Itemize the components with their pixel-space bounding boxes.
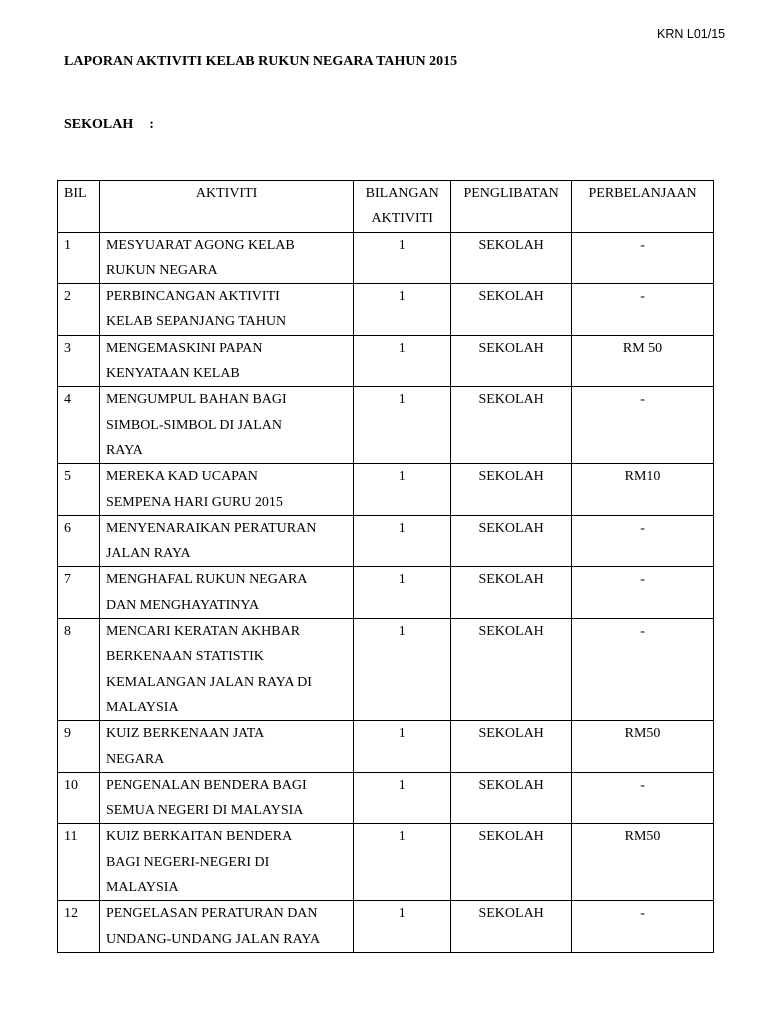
aktiviti-line: KUIZ BERKAITAN BENDERA: [105, 829, 293, 845]
cell-aktiviti: [99, 772, 353, 824]
cell-perbelanjaan: -: [572, 387, 714, 464]
cell-perbelanjaan: -: [572, 232, 714, 284]
aktiviti-line: SEMUA NEGERI DI MALAYSIA: [105, 803, 304, 819]
cell-bilangan: 1: [354, 901, 451, 953]
cell-bil: 7: [58, 567, 100, 619]
cell-aktiviti: [99, 619, 353, 721]
cell-bilangan: 1: [354, 232, 451, 284]
cell-penglibatan: SEKOLAH: [451, 567, 572, 619]
table-row: [58, 901, 714, 953]
aktiviti-line: MESYUARAT AGONG KELAB: [105, 237, 295, 253]
aktiviti-line: PERBINCANGAN AKTIVITI: [105, 289, 280, 305]
aktiviti-line: SEMPENA HARI GURU 2015: [105, 494, 283, 510]
aktiviti-line: KEMALANGAN JALAN RAYA DI: [105, 674, 312, 690]
school-label: SEKOLAH: [64, 117, 134, 132]
cell-penglibatan: SEKOLAH: [451, 387, 572, 464]
aktiviti-line: MENGUMPUL BAHAN BAGI: [105, 392, 287, 408]
cell-penglibatan: SEKOLAH: [451, 284, 572, 336]
table-row: [58, 721, 714, 773]
cell-bil: 10: [58, 772, 100, 824]
cell-aktiviti: [99, 824, 353, 901]
aktiviti-line: PENGELASAN PERATURAN DAN: [105, 906, 318, 922]
cell-perbelanjaan: -: [572, 284, 714, 336]
cell-perbelanjaan: -: [572, 619, 714, 721]
cell-penglibatan: SEKOLAH: [451, 824, 572, 901]
table-row: [58, 772, 714, 824]
cell-bil: 4: [58, 387, 100, 464]
cell-perbelanjaan: RM50: [572, 824, 714, 901]
cell-penglibatan: SEKOLAH: [451, 772, 572, 824]
table-row: [58, 335, 714, 387]
table-row: [58, 284, 714, 336]
cell-bilangan: 1: [354, 515, 451, 567]
cell-bilangan: 1: [354, 335, 451, 387]
cell-penglibatan: SEKOLAH: [451, 515, 572, 567]
cell-aktiviti: [99, 387, 353, 464]
aktiviti-line: KUIZ BERKENAAN JATA: [105, 726, 265, 742]
table-row: [58, 619, 714, 721]
cell-bil: 2: [58, 284, 100, 336]
table-row: [58, 464, 714, 516]
school-colon: :: [149, 117, 154, 132]
cell-penglibatan: SEKOLAH: [451, 619, 572, 721]
aktiviti-line: MENYENARAIKAN PERATURAN: [105, 520, 317, 536]
header-bil: BIL: [58, 181, 100, 233]
cell-penglibatan: SEKOLAH: [451, 721, 572, 773]
report-title: LAPORAN AKTIVITI KELAB RUKUN NEGARA TAHUN 2015: [64, 54, 458, 69]
cell-penglibatan: SEKOLAH: [451, 335, 572, 387]
school-line: [64, 117, 154, 133]
cell-bilangan: 1: [354, 567, 451, 619]
header-aktiviti: AKTIVITI: [99, 181, 353, 233]
cell-aktiviti: [99, 464, 353, 516]
aktiviti-line: MENCARI KERATAN AKHBAR: [105, 624, 301, 640]
header-bilangan-line2: AKTIVITI: [371, 211, 433, 227]
aktiviti-line: MENGEMASKINI PAPAN: [105, 340, 263, 356]
cell-bilangan: 1: [354, 721, 451, 773]
aktiviti-line: PENGENALAN BENDERA BAGI: [105, 777, 307, 793]
header-bilangan-line1: BILANGAN: [365, 186, 439, 201]
header-penglibatan: PENGLIBATAN: [451, 181, 572, 233]
aktiviti-line: KENYATAAN KELAB: [105, 366, 240, 382]
cell-perbelanjaan: -: [572, 901, 714, 953]
table-row: [58, 387, 714, 464]
table-row: [58, 232, 714, 284]
cell-bil: 6: [58, 515, 100, 567]
cell-perbelanjaan: RM50: [572, 721, 714, 773]
table-row: [58, 567, 714, 619]
aktiviti-line: RUKUN NEGARA: [105, 262, 218, 278]
table-body: [58, 232, 714, 952]
cell-aktiviti: [99, 284, 353, 336]
cell-aktiviti: [99, 901, 353, 953]
aktiviti-line: MEREKA KAD UCAPAN: [105, 469, 258, 485]
aktiviti-line: UNDANG-UNDANG JALAN RAYA: [105, 931, 321, 947]
cell-bil: 8: [58, 619, 100, 721]
cell-aktiviti: [99, 567, 353, 619]
cell-perbelanjaan: -: [572, 772, 714, 824]
cell-aktiviti: [99, 232, 353, 284]
cell-bil: 9: [58, 721, 100, 773]
document-code: KRN L01/15: [657, 27, 726, 41]
cell-aktiviti: [99, 721, 353, 773]
cell-penglibatan: SEKOLAH: [451, 901, 572, 953]
cell-perbelanjaan: RM10: [572, 464, 714, 516]
aktiviti-line: BAGI NEGERI-NEGERI DI: [105, 854, 270, 870]
table-row: [58, 824, 714, 901]
cell-bil: 1: [58, 232, 100, 284]
activity-table: [57, 180, 714, 953]
aktiviti-line: NEGARA: [105, 751, 165, 767]
header-perbelanjaan: PERBELANJAAN: [572, 181, 714, 233]
table-row: [58, 515, 714, 567]
aktiviti-line: DAN MENGHAYATINYA: [105, 597, 260, 613]
cell-bil: 5: [58, 464, 100, 516]
cell-perbelanjaan: RM 50: [572, 335, 714, 387]
cell-bil: 11: [58, 824, 100, 901]
aktiviti-line: KELAB SEPANJANG TAHUN: [105, 314, 287, 330]
cell-bil: 12: [58, 901, 100, 953]
aktiviti-line: MALAYSIA: [105, 699, 179, 715]
cell-penglibatan: SEKOLAH: [451, 232, 572, 284]
aktiviti-line: SIMBOL-SIMBOL DI JALAN: [105, 417, 282, 433]
cell-bil: 3: [58, 335, 100, 387]
cell-bilangan: 1: [354, 464, 451, 516]
cell-bilangan: 1: [354, 284, 451, 336]
cell-bilangan: 1: [354, 772, 451, 824]
table-header-row: [58, 181, 714, 233]
cell-bilangan: 1: [354, 619, 451, 721]
cell-perbelanjaan: -: [572, 515, 714, 567]
cell-aktiviti: [99, 515, 353, 567]
cell-perbelanjaan: -: [572, 567, 714, 619]
cell-aktiviti: [99, 335, 353, 387]
header-bilangan-aktiviti: [354, 181, 451, 233]
cell-bilangan: 1: [354, 387, 451, 464]
cell-penglibatan: SEKOLAH: [451, 464, 572, 516]
aktiviti-line: JALAN RAYA: [105, 546, 191, 562]
cell-bilangan: 1: [354, 824, 451, 901]
aktiviti-line: MALAYSIA: [105, 880, 179, 896]
aktiviti-line: MENGHAFAL RUKUN NEGARA: [105, 572, 308, 588]
aktiviti-line: BERKENAAN STATISTIK: [105, 649, 264, 665]
aktiviti-line: RAYA: [105, 442, 143, 458]
